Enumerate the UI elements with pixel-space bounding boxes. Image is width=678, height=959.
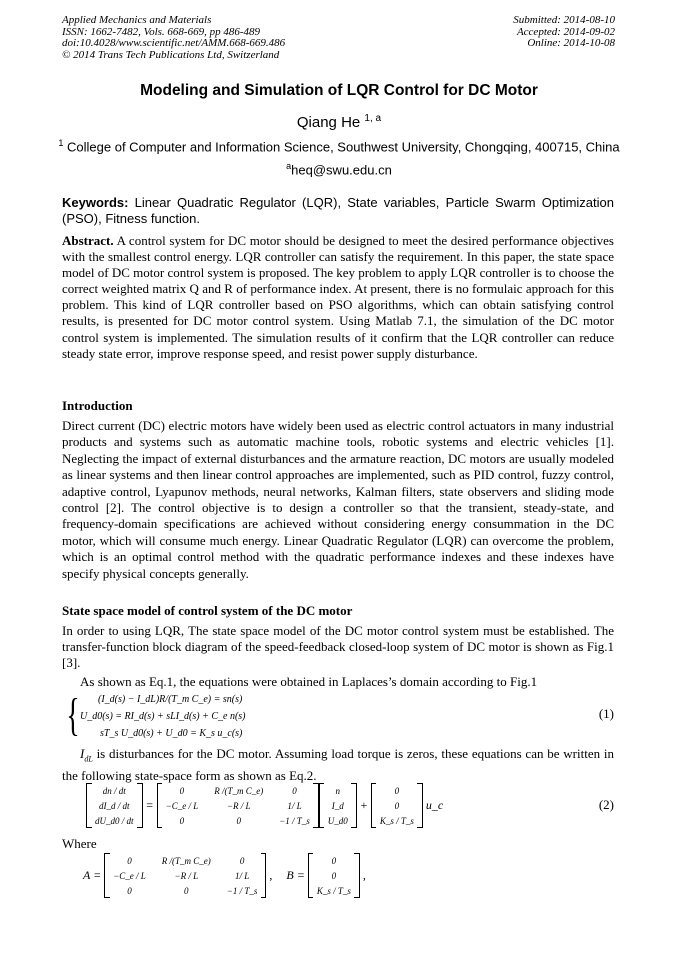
a-label: A = (83, 868, 102, 882)
abstract (62, 233, 614, 362)
where-label: Where (62, 836, 97, 851)
comma: , (362, 868, 366, 882)
paragraph-text: is disturbances for the DC motor. Assuming load torque is zeros, these equations can be written in the following state-space form as shown as Eq.2. (62, 746, 614, 783)
cell: 0 (179, 785, 185, 796)
keywords-label: Keywords: (62, 195, 129, 210)
cell: R /(T_m C_e) (161, 855, 211, 866)
affiliation-text: College of Computer and Information Science, Southwest University, Chongqing, 400715, China (67, 139, 620, 155)
equation-number-1: (1) (598, 706, 614, 721)
cell: dU_d0 / dt (95, 815, 134, 826)
cell: 1/ L (234, 870, 250, 881)
doi: doi:10.4028/www.scientific.net/AMM.668-669.486 (62, 37, 286, 49)
matrix-a-def (104, 853, 266, 898)
cell: K_s / T_s (379, 815, 414, 826)
paper-title: Modeling and Simulation of LQR Control for DC Motor (140, 82, 538, 99)
email (0, 161, 678, 177)
eq1-line-2: U_d0(s) = RI_d(s) + sLI_d(s) + C_e n(s) (80, 711, 246, 722)
cell: 0 (331, 870, 337, 881)
cell: 0 (331, 855, 337, 866)
author-name: Qiang He (296, 114, 361, 131)
cell: 0 (127, 885, 132, 896)
vector-b-def (308, 853, 360, 898)
eq1-line-3: sT_s U_d0(s) + U_d0 = K_s u_c(s) (100, 728, 243, 739)
section-heading: State space model of control system of the DC motor (62, 603, 353, 618)
affiliation-sup: 1 (58, 138, 64, 148)
cell: I_d (331, 800, 344, 811)
cell: U_d0 (327, 815, 348, 826)
email-text: heq@swu.edu.cn (291, 162, 392, 178)
email-sup: a (286, 161, 292, 171)
comma: , (269, 868, 273, 882)
state-vector (319, 783, 357, 828)
symbol-i: I (80, 746, 85, 761)
plus: + (359, 798, 368, 812)
cell: dn / dt (102, 785, 126, 796)
affiliation (0, 138, 678, 154)
section-paragraph-1: In order to using LQR, The state space model of the DC motor control system must be established. The transfer-function block diagram of the speed-feedback closed-loop system of DC motor is shown as Fig.1 [3]. (62, 623, 614, 671)
cell: K_s / T_s (316, 885, 351, 896)
online-date: Online: 2014-10-08 (527, 37, 615, 49)
abstract-label: Abstract. (62, 233, 114, 248)
matrix-a (157, 783, 319, 828)
cell: 0 (184, 885, 189, 896)
submitted-date: Submitted: 2014-08-10 (513, 14, 615, 26)
matrix-definitions (80, 853, 369, 898)
b-label: B = (286, 868, 305, 882)
cell: −C_e / L (113, 870, 146, 881)
author-sup: 1, a (364, 113, 382, 124)
cell: 0 (394, 800, 400, 811)
keywords (62, 195, 614, 227)
cell: 0 (236, 815, 241, 826)
dates (513, 15, 615, 50)
intro-text: Direct current (DC) electric motors have widely been used as electric control actuators in many industrial products and systems such as automatic machine tools, robotic systems and electric vehicles [1]. Neglecting the impact of external disturbances and the armature reaction, DC motors are usually modeled as linear systems and then linear control approaches are implemented, such as PID control, fuzzy control, adaptive control, Lyapunov methods, neural networks, Kalman filters, state observers and sliding mode control [2]. The control objective is to design a controller so that the transient, steady-state, and frequency-domain specifications are achieved without considering energy consummation in the DC motor, which will consume much energy. Linear Quadratic Regulator (LQR) can overcome the problem, which is an optimal control method with the quadratic performance indexes and these indexes have specify physical concepts generally. (62, 418, 614, 581)
eq1-line-1: (I_d(s) − I_dL)R/(T_m C_e) = sn(s) (98, 694, 243, 705)
input-u: u_c (425, 798, 444, 812)
cell: −1 / T_s (279, 815, 310, 826)
cell: −R / L (226, 800, 251, 811)
cell: −1 / T_s (226, 885, 258, 896)
intro-heading: Introduction (62, 398, 133, 413)
brace: { (66, 689, 80, 740)
cell: −R / L (174, 870, 199, 881)
cell: 1/ L (287, 800, 302, 811)
journal-name: Applied Mechanics and Materials (62, 14, 212, 26)
cell: 0 (394, 785, 400, 796)
cell: n (335, 785, 341, 796)
section-paragraph-2: As shown as Eq.1, the equations were obtained in Laplaces’s domain according to Fig.1 (80, 674, 538, 689)
cell: 0 (239, 855, 245, 866)
journal-info (62, 15, 285, 61)
issn: ISSN: 1662-7482, Vols. 668-669, pp 486-489 (62, 25, 260, 38)
equation-2 (86, 783, 446, 828)
copyright: © 2014 Trans Tech Publications Ltd, Switzerland (62, 48, 280, 61)
cell: 0 (127, 855, 132, 866)
cell: 0 (292, 785, 297, 796)
accepted-date: Accepted: 2014-09-02 (516, 25, 615, 38)
cell: dI_d / dt (99, 800, 130, 811)
symbol-sub: dL (84, 754, 93, 764)
vector-b (371, 783, 423, 828)
author (0, 113, 678, 131)
lhs-vector (86, 783, 143, 828)
cell: −C_e / L (165, 800, 199, 811)
cell: R /(T_m C_e) (214, 785, 264, 796)
cell: 0 (179, 815, 185, 826)
keywords-text: Linear Quadratic Regulator (LQR), State variables, Particle Swarm Optimization (PSO), Fitness function. (62, 195, 614, 226)
equals: = (145, 798, 154, 812)
equation-number-2: (2) (598, 797, 614, 812)
abstract-text: A control system for DC motor should be designed to meet the desired performance objectives with the smallest control energy. LQR controller can satisfy the requirement. In this paper, the state space model of DC motor control system is proposed. The key problem to apply LQR controller is to choose the correct weighted matrix Q and R of performance index. At present, there is no formulaic approach for this problem. This kind of LQR controller based on PSO algorithms, which can obtain satisfying control results, is presented for DC motor control system. Using Matlab 7.1, the simulation of the DC motor control system is implemented. The simulation results of it confirm that the LQR controller can reduce steady state error, improve response speed, and resist power supply disturbance. (62, 233, 614, 361)
section-paragraph-3 (62, 746, 614, 784)
